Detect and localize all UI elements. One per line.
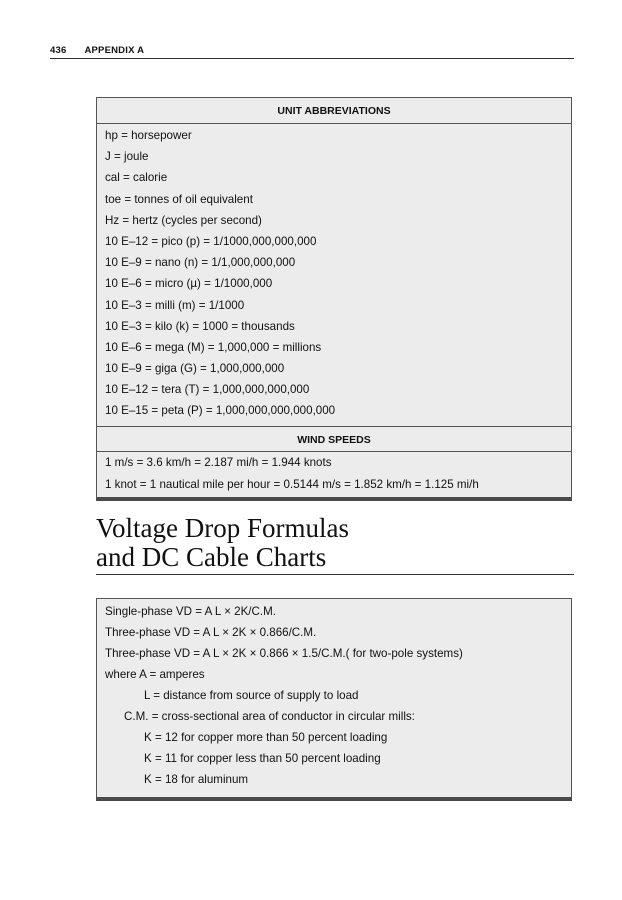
section-title bbox=[96, 514, 574, 575]
wind-speeds-heading: WIND SPEEDS bbox=[97, 426, 571, 452]
unit-row: 10 E–3 = kilo (k) = 1000 = thousands bbox=[105, 319, 295, 333]
section-title-line-1: Voltage Drop Formulas bbox=[96, 513, 349, 543]
voltage-formula-rows bbox=[97, 599, 571, 790]
wind-row: 1 knot = 1 nautical mile per hour = 0.5144 m/s = 1.852 km/h = 1.125 mi/h bbox=[105, 477, 479, 491]
unit-row: 10 E–12 = tera (T) = 1,000,000,000,000 bbox=[105, 383, 310, 397]
formula-row: Three-phase VD = A L × 2K × 0.866 × 1.5/C.M.( for two-pole systems) bbox=[105, 647, 463, 660]
unit-abbreviations-heading: UNIT ABBREVIATIONS bbox=[97, 98, 571, 124]
unit-row: toe = tonnes of oil equivalent bbox=[105, 192, 253, 206]
running-head-section: APPENDIX A bbox=[84, 45, 145, 56]
wind-row: 1 m/s = 3.6 km/h = 2.187 mi/h = 1.944 knots bbox=[105, 455, 332, 469]
formula-row: Single-phase VD = A L × 2K/C.M. bbox=[105, 605, 276, 618]
formula-row: L = distance from source of supply to load bbox=[144, 689, 359, 702]
formula-row: Three-phase VD = A L × 2K × 0.866/C.M. bbox=[105, 626, 317, 639]
unit-row: hp = horsepower bbox=[105, 129, 192, 142]
unit-row: 10 E–15 = peta (P) = 1,000,000,000,000,000 bbox=[105, 404, 336, 418]
unit-abbreviations-table bbox=[96, 97, 572, 501]
unit-row: 10 E–12 = pico (p) = 1/1000,000,000,000 bbox=[105, 234, 317, 248]
running-head bbox=[50, 46, 574, 59]
formula-row: K = 12 for copper more than 50 percent loading bbox=[144, 731, 388, 744]
unit-row: cal = calorie bbox=[105, 171, 168, 185]
unit-row: J = joule bbox=[105, 150, 149, 164]
unit-abbreviations-rows bbox=[97, 124, 571, 422]
page-number: 436 bbox=[50, 45, 67, 56]
voltage-drop-formulas-box bbox=[96, 598, 572, 801]
unit-row: 10 E–9 = nano (n) = 1/1,000,000,000 bbox=[105, 256, 296, 270]
formula-row: where A = amperes bbox=[105, 668, 205, 681]
wind-speeds-rows bbox=[97, 452, 571, 496]
formula-row: K = 11 for copper less than 50 percent loading bbox=[144, 752, 381, 765]
unit-row: 10 E–9 = giga (G) = 1,000,000,000 bbox=[105, 362, 285, 376]
unit-row: Hz = hertz (cycles per second) bbox=[105, 213, 262, 227]
unit-row: 10 E–3 = milli (m) = 1/1000 bbox=[105, 298, 245, 312]
unit-row: 10 E–6 = mega (M) = 1,000,000 = millions bbox=[105, 340, 322, 354]
formula-row: K = 18 for aluminum bbox=[144, 773, 249, 786]
section-title-line-2: and DC Cable Charts bbox=[96, 542, 327, 572]
formula-row: C.M. = cross-sectional area of conductor in circular mills: bbox=[124, 710, 415, 723]
unit-row: 10 E–6 = micro (µ) = 1/1000,000 bbox=[105, 277, 273, 291]
